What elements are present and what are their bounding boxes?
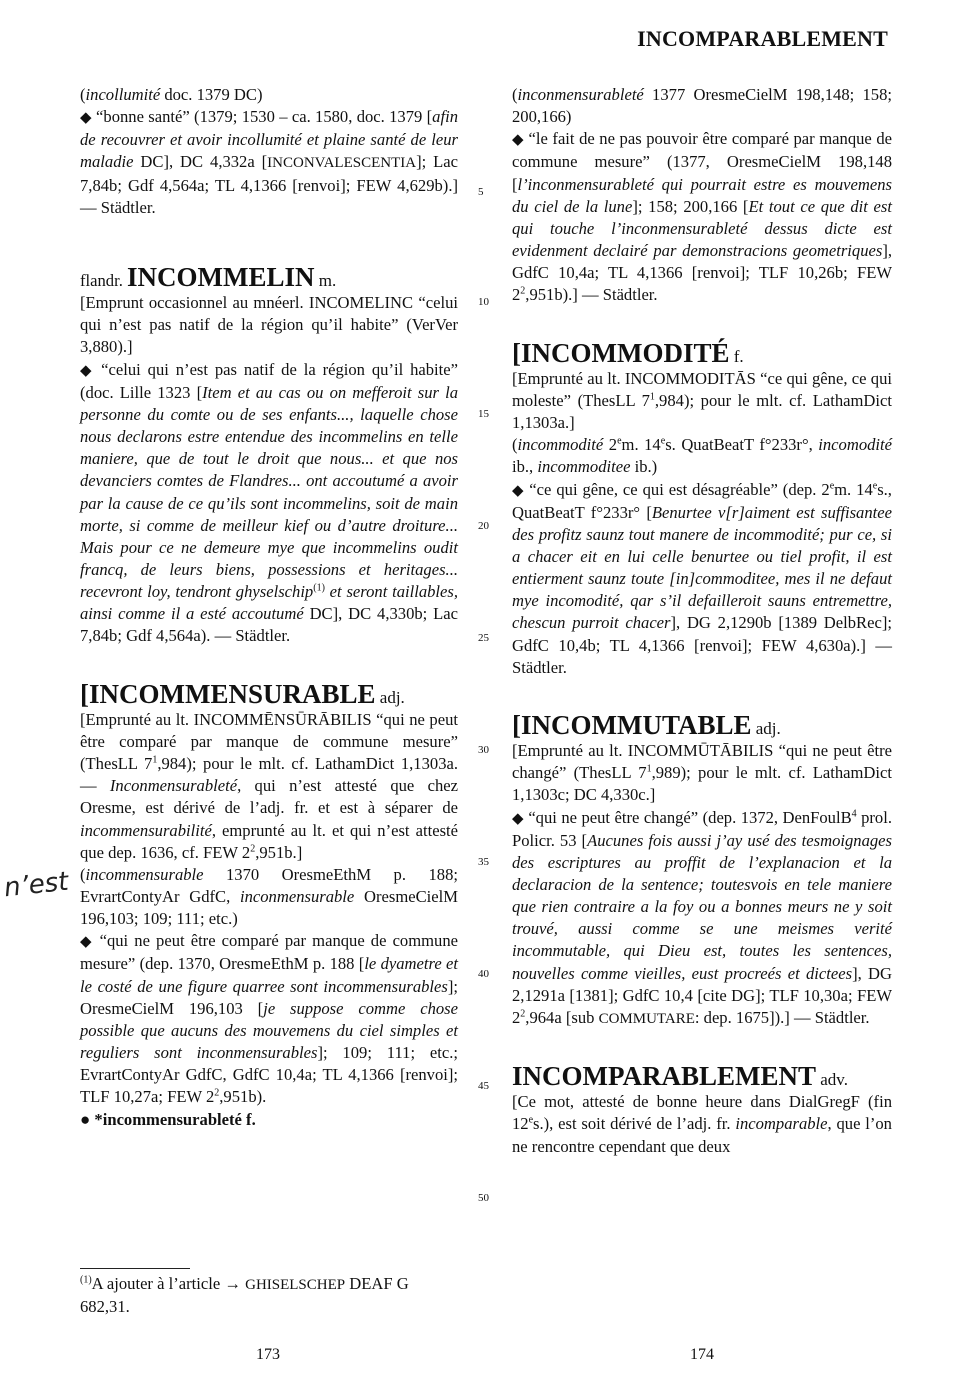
definition-incommensurable: ◆ “qui ne peut être comparé par manque de commune mesure” (dep. 1370, OresmeEthM p. 188 [le dyametre et le costé de une figure quarree sont incommensurables]; OresmeCielM 196,103 [je suppose comme chose possible que aucuns des mouvemens du ciel simples et reguliers sont inconmensurables]; 109; 111; etc.; EvrartContyAr GdfC, GdfC 10,4a; TL 4,1366 [renvoi]; TLF 10,27a; FEW $2^2,951b$). xyxy=(80,931,459,1107)
entry-header-incommelin: flandr. INCOMMELIN m. xyxy=(80,261,337,292)
line-number: 20 xyxy=(478,520,489,532)
etymology-incommodite: [Emprunté au lt. INCOMMODITĀS “ce qui gêne, ce qui moleste” (ThesLL $7^1,984$); pour le mlt. cf. LathamDict 1,1303a.] xyxy=(512,368,893,433)
entry-header-incomparablement: INCOMPARABLEMENT adv. xyxy=(512,1061,848,1092)
headword-incommodite: INCOMMODITÉ xyxy=(521,337,730,368)
definition-incommodite: ◆ “ce qui gêne, ce qui est désagréable” (dep. 2em. 14es., QuatBeatT f°233r° [Benurtee v[r]aiment est suffisantee des profitz saunz tout manere de incommodité; pur ce, si a chacer eit en lui celle benurtee ou tiel profit, il est entierment saunz toute [in]commoditee, mes il ne defaut mye incomodité, qar s’il defailleroit sauns entremettre, chescun purroit chacer], DG 2,1290b [1389 DelbRec]; GdfC 10,4b; TL 4,1366 [renvoi]; FEW 4,630a).] — Städtler. xyxy=(512,479,892,677)
left-column xyxy=(80,84,458,1131)
page-number-left: 173 xyxy=(256,1346,280,1363)
attestation-incollumite: (incollumité doc. 1379 DC) xyxy=(80,85,263,104)
handwritten-note: n’est xyxy=(2,866,70,904)
line-number: 5 xyxy=(478,186,484,198)
line-number: 25 xyxy=(478,632,489,644)
headword-incommutable: INCOMMUTABLE xyxy=(521,709,752,740)
attestation-inconmensurablete: (inconmensurableté 1377 OresmeCielM 198,148; 158; 200,166) xyxy=(512,85,892,127)
etymology-incomparablement: [Ce mot, attesté de bonne heure dans DialGregF (fin 12es.), est soit dérivé de l’adj. fr. incomparable, que l’on ne rencontre cependant que deux xyxy=(512,1092,892,1156)
diamond-icon: ◆ xyxy=(80,110,92,127)
entry-header-incommodite: [INCOMMODITÉ f. xyxy=(512,337,744,368)
footnote: $^{(1)}$A ajouter à l’article → GHISELSCHEP DEAF G 682,31. xyxy=(80,1268,460,1318)
entry-header-incommutable: [INCOMMUTABLE adj. xyxy=(512,709,781,740)
definition-inconmensurablete: ◆ “le fait de ne pas pouvoir être comparé par manque de commune mesure” (1377, OresmeCielM 198,148 [l’inconmensurableté qui pourrait estre es mouvemens du ciel de la lune]; 158; 200,166 [Et tout ce que dit est qui touche l’inconmensurableté dessus dicte est evidenment declairé par demonstracions geometriques], GdfC 10,4a; TL 4,1366 [renvoi]; TLF 10,26b; FEW $2^2,951b$).] — Städtler. xyxy=(512,129,892,305)
diamond-icon: ◆ xyxy=(80,362,95,379)
headword-incomparablement: INCOMPARABLEMENT xyxy=(512,1061,817,1092)
definition-incollumite: ◆ “bonne santé” (1379; 1530 – ca. 1580, doc. 1379 [afin de recouvrer et avoir incollumité et plaine santé de leur maladie DC], DC 4,332a [INCONVALESCENTIA]; Lac 7,84b; Gdf 4,564a; TL 4,1366 [renvoi]; FEW 4,629b).] — Städtler. xyxy=(80,107,458,217)
line-number: 45 xyxy=(478,1080,489,1092)
diamond-icon: ◆ xyxy=(80,934,94,951)
definition-incommutable: ◆ “qui ne peut être changé” (dep. 1372, DenFoulB$^4$ prol. Policr. 53 [Aucunes fois aussi j’ay usé des tesmoignages des escriptures au proffit de l’explanacion et la declaracion de la sentence; toutesvois en tele maniere que rien contraire a la foy ou a bonnes meurs ne y soit trouvé, aussi comme se une meismes verité incommutable, qui Dieu est, toutes les sentences, nouvelles comme vieilles, eust procreés et dictees], DG 2,1291a [1381]; GdfC 10,4 [cite DG]; TLF 10,30a; FEW $2^2,964a$ [sub COMMUTARE: dep. 1675]).] — Städtler. xyxy=(512,807,892,1027)
subentry-incommensurablete: ● *incommensurableté f. xyxy=(80,1109,256,1129)
line-number: 30 xyxy=(478,744,489,756)
line-number: 10 xyxy=(478,296,489,308)
attestation-incommodite: (incommodité 2em. 14es. QuatBeatT f°233r°, incomodité ib., incommoditee ib.) xyxy=(512,435,892,477)
etymology-incommensurable: [Emprunté au lt. INCOMMĒNSŪRĀBILIS “qui ne peut être comparé par manque de commune mesure” (ThesLL $7^1,984$); pour le mlt. cf. LathamDict 1,1303a. — Inconmensurableté, qui n’est attesté que chez Oresme, est dérivé de l’adj. fr. et est à séparer de incommensurabilité, emprunté au lt. et qui n’est attesté que dep. 1636, cf. FEW $2^2,951b$.] xyxy=(80,709,458,862)
headword-incommensurable: INCOMMENSURABLE xyxy=(89,678,376,709)
etymology-incommutable: [Emprunté au lt. INCOMMŪTĀBILIS “qui ne peut être changé” (ThesLL $7^1,989$); pour le mlt. cf. LathamDict 1,1303c; DC 4,330c.] xyxy=(512,741,892,805)
attestation-incommensurable: (incommensurable 1370 OresmeEthM p. 188; EvrartContyAr GdfC, inconmensurable OresmeCielM 196,103; 109; 111; etc.) xyxy=(80,864,458,929)
bullet-icon: ● xyxy=(80,1109,91,1129)
definition-incommelin: ◆ “celui qui n’est pas natif de la région qu’il habite” (doc. Lille 1323 [Item et au cas ou on mefferoit sur la personne du comte ou de ses enfants..., laquelle chose nous declarons estre entendue des incommelins en telle maniere, que de tout le droit que nous... et que nos devanciers comtes de Flandres... ont accoutumé a avoir par la cause de ce qu’ils sont incommelins, soit de main morte, si comme de meilleur kief ou d’autre droiture... Mais pour ce ne demeure mye que incommelins oudit francq, de leurs biens, possessions et heritages... recevront loy, tendront ghyselschip$^{(1)}$ et seront taillables, ainsi comme il a esté accoutumé DC], DC 4,330b; Lac 7,84b; Gdf 4,564a). — Städtler. xyxy=(80,359,459,646)
entry-header-incommensurable: [INCOMMENSURABLE adj. xyxy=(80,678,405,709)
diamond-icon: ◆ xyxy=(512,482,525,499)
page-number-right: 174 xyxy=(690,1346,714,1363)
line-number: 15 xyxy=(478,408,489,420)
line-number: 35 xyxy=(478,856,489,868)
line-number: 40 xyxy=(478,968,489,980)
etymology-incommelin: [Emprunt occasionnel au mnéerl. INCOMELINC “celui qui n’est pas natif de la région qu’il habite” (VerVer 3,880).] xyxy=(80,293,458,357)
footnote-rule xyxy=(80,1268,190,1269)
line-number: 50 xyxy=(478,1192,489,1204)
headword-incommelin: INCOMMELIN xyxy=(127,261,315,292)
diamond-icon: ◆ xyxy=(512,810,524,827)
diamond-icon: ◆ xyxy=(512,132,524,149)
running-header: INCOMPARABLEMENT xyxy=(637,26,888,51)
right-column xyxy=(512,84,892,1158)
